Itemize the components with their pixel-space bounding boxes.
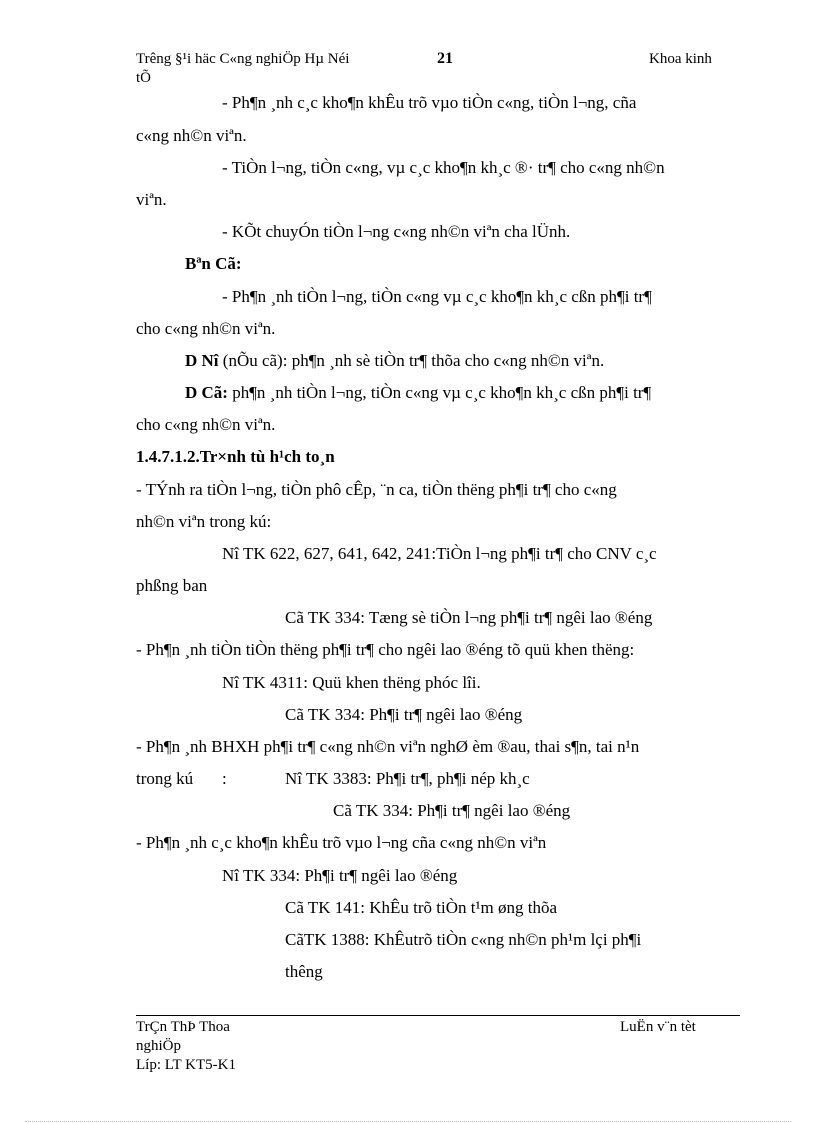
heading-ben-co: Bªn Cã:	[185, 254, 242, 273]
line-3: - TiÒn l¬ng, tiÒn c«ng, vµ c¸c kho¶n kh¸c ®· tr¶ cho c«ng nh©n	[222, 158, 665, 177]
line-1: - Ph¶n ¸nh c¸c kho¶n khÊu trõ vµo tiÒn c«ng, tiÒn l¬ng, cña	[222, 93, 637, 112]
header-school-name: Trêng §¹i häc C«ng nghiÖp Hµ Néi	[136, 51, 350, 67]
line-14: nh©n viªn trong kú:	[136, 512, 272, 531]
line-20: Cã TK 334: Ph¶i tr¶ ngêi lao ®éng	[285, 705, 523, 724]
page-bottom-border	[25, 1121, 791, 1122]
du-no-text: (nÕu cã): ph¶n ¸nh sè tiÒn tr¶ thõa cho c«ng nh©n viªn.	[218, 351, 605, 370]
header-faculty-continued: tÕ	[136, 70, 151, 86]
line-26: Cã TK 141: KhÊu trõ tiÒn t¹m øng thõa	[285, 898, 558, 917]
line-22c: Nî TK 3383: Ph¶i tr¶, ph¶i nép kh¸c	[285, 769, 530, 788]
line-15: Nî TK 622, 627, 641, 642, 241:TiÒn l¬ng ph¶i tr¶ cho CNV c¸c	[222, 544, 657, 563]
du-no-label: D Nî	[185, 351, 219, 370]
line-13: - TÝnh ra tiÒn l¬ng, tiÒn phô cÊp, ¨n ca, tiÒn thëng ph¶i tr¶ cho c«ng	[136, 480, 617, 499]
section-heading: 1.4.7.1.2.Tr×nh tù h¹ch to¸n	[136, 447, 335, 466]
line-10	[185, 383, 651, 403]
line-25: Nî TK 334: Ph¶i tr¶ ngêi lao ®éng	[222, 866, 458, 885]
footer-author: TrÇn ThÞ Thoa	[136, 1019, 230, 1035]
line-7: - Ph¶n ¸nh tiÒn l¬ng, tiÒn c«ng vµ c¸c kho¶n kh¸c cßn ph¶i tr¶	[222, 287, 652, 306]
du-co-text: ph¶n ¸nh tiÒn l¬ng, tiÒn c«ng vµ c¸c kho¶n kh¸c cßn ph¶i tr¶	[227, 383, 652, 402]
line-19: Nî TK 4311: Quü khen thëng phóc lîi.	[222, 673, 481, 692]
line-4: viªn.	[136, 190, 167, 209]
line-18: - Ph¶n ¸nh tiÒn tiÒn thëng ph¶i tr¶ cho ngêi lao ®éng tõ quü khen thëng:	[136, 640, 635, 659]
footer-thesis-continued: nghiÖp	[136, 1038, 181, 1054]
line-23: Cã TK 334: Ph¶i tr¶ ngêi lao ®éng	[333, 801, 571, 820]
line-27: CãTK 1388: KhÊutrõ tiÒn c«ng nh©n ph¹m lçi ph¶i	[285, 930, 642, 949]
line-21: - Ph¶n ¸nh BHXH ph¶i tr¶ c«ng nh©n viªn nghØ èm ®au, thai s¶n, tai n¹n	[136, 737, 640, 756]
line-16: phßng ban	[136, 576, 208, 595]
line-17: Cã TK 334: Tæng sè tiÒn l¬ng ph¶i tr¶ ngêi lao ®éng	[285, 608, 653, 627]
footer-divider	[136, 1015, 740, 1016]
du-co-label: D Cã:	[185, 383, 228, 402]
line-9	[185, 351, 604, 371]
header-faculty: Khoa kinh	[649, 51, 712, 67]
footer-class: Líp: LT KT5-K1	[136, 1057, 236, 1073]
footer-thesis: LuËn v¨n tèt	[620, 1019, 696, 1035]
line-8: cho c«ng nh©n viªn.	[136, 319, 276, 338]
line-22a: trong kú	[136, 769, 194, 788]
line-11: cho c«ng nh©n viªn.	[136, 415, 276, 434]
line-22b: :	[222, 769, 227, 788]
page-number: 21	[437, 50, 453, 67]
line-5: - KÕt chuyÓn tiÒn l¬ng c«ng nh©n viªn cha lÜnh.	[222, 222, 571, 241]
line-24: - Ph¶n ¸nh c¸c kho¶n khÊu trõ vµo l¬ng cña c«ng nh©n viªn	[136, 833, 547, 852]
line-28: thêng	[285, 962, 323, 981]
line-2: c«ng nh©n viªn.	[136, 126, 247, 145]
